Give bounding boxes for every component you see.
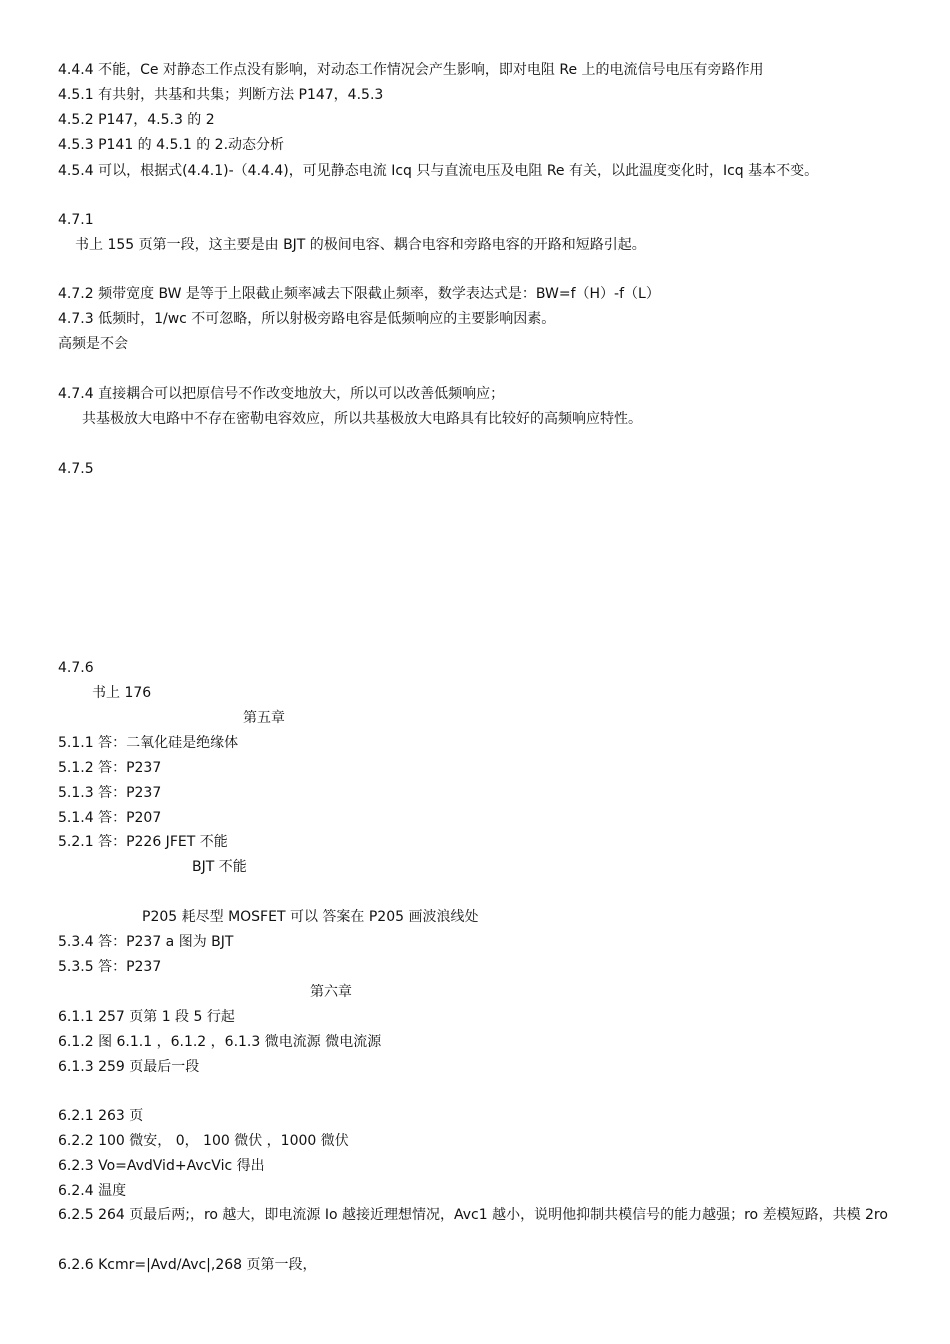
text-line-4-7-3: 4.7.3 低频时，1/wc 不可忽略，所以射极旁路电容是低频响应的主要影响因素。 <box>58 311 556 327</box>
text-line-6-1-3: 6.1.3 259 页最后一段 <box>58 1059 200 1075</box>
chapter-5-heading: 第五章 <box>243 710 285 726</box>
text-line-4-4-4: 4.4.4 不能，Ce 对静态工作点没有影响，对动态工作情况会产生影响，即对电阻 Re 上的电流信号电压有旁路作用 <box>58 62 764 78</box>
text-line-4-5-1: 4.5.1 有共射，共基和共集；判断方法 P147，4.5.3 <box>58 87 384 103</box>
text-line-5-1-1: 5.1.1 答：二氧化硅是绝缘体 <box>58 735 239 751</box>
text-line-5-2-1-bjt: BJT 不能 <box>192 859 247 875</box>
text-line-5-3-5: 5.3.5 答：P237 <box>58 959 162 975</box>
text-line-4-5-3: 4.5.3 P141 的 4.5.1 的 2.动态分析 <box>58 137 285 153</box>
text-line-4-7-6: 4.7.6 <box>58 660 94 676</box>
text-line-4-5-4: 4.5.4 可以，根据式(4.4.1)-（4.4.4)，可见静态电流 Icq 只与直流电压及电阻 Re 有关，以此温度变化时，Icq 基本不变。 <box>58 163 819 179</box>
text-line-6-2-3: 6.2.3 Vo=AvdVid+AvcVic 得出 <box>58 1158 265 1174</box>
text-line-4-7-6-answer: 书上 176 <box>92 685 152 701</box>
text-line-4-7-5: 4.7.5 <box>58 461 94 477</box>
text-line-5-1-2: 5.1.2 答：P237 <box>58 760 162 776</box>
text-line-6-1-2: 6.1.2 图 6.1.1 ，6.1.2 ，6.1.3 微电流源 微电流源 <box>58 1034 382 1050</box>
text-line-4-7-4-cont: 共基极放大电路中不存在密勒电容效应，所以共基极放大电路具有比较好的高频响应特性。 <box>82 411 642 427</box>
text-line-5-3-4: 5.3.4 答：P237 a 图为 BJT <box>58 934 234 950</box>
text-line-6-1-1: 6.1.1 257 页第 1 段 5 行起 <box>58 1009 235 1025</box>
text-line-p205: P205 耗尽型 MOSFET 可以 答案在 P205 画波浪线处 <box>142 909 479 925</box>
text-line-6-2-6: 6.2.6 Kcmr=|Avd/Avc|,268 页第一段， <box>58 1257 317 1273</box>
text-line-4-5-2: 4.5.2 P147，4.5.3 的 2 <box>58 112 215 128</box>
chapter-6-heading: 第六章 <box>310 984 352 1000</box>
text-line-4-7-4: 4.7.4 直接耦合可以把原信号不作改变地放大，所以可以改善低频响应； <box>58 386 505 402</box>
text-line-4-7-1-answer: 书上 155 页第一段，这主要是由 BJT 的极间电容、耦合电容和旁路电容的开路和短路引起。 <box>75 237 646 253</box>
text-line-4-7-3-cont: 高频是不会 <box>58 336 128 352</box>
text-line-6-2-1: 6.2.1 263 页 <box>58 1108 144 1124</box>
text-line-6-2-4: 6.2.4 温度 <box>58 1183 127 1199</box>
text-line-4-7-2: 4.7.2 频带宽度 BW 是等于上限截止频率减去下限截止频率，数学表达式是：BW=f（H）-f（L） <box>58 286 660 302</box>
text-line-6-2-2: 6.2.2 100 微安， 0， 100 微伏 ，1000 微伏 <box>58 1133 349 1149</box>
text-line-5-1-4: 5.1.4 答：P207 <box>58 810 162 826</box>
text-line-4-7-1-heading: 4.7.1 <box>58 212 94 228</box>
text-line-5-2-1: 5.2.1 答：P226 JFET 不能 <box>58 834 228 850</box>
text-line-6-2-5: 6.2.5 264 页最后两;，ro 越大，即电流源 Io 越接近理想情况，Avc1 越小，说明他抑制共模信号的能力越强；ro 差模短路，共模 2ro <box>58 1207 888 1223</box>
text-line-5-1-3: 5.1.3 答：P237 <box>58 785 162 801</box>
